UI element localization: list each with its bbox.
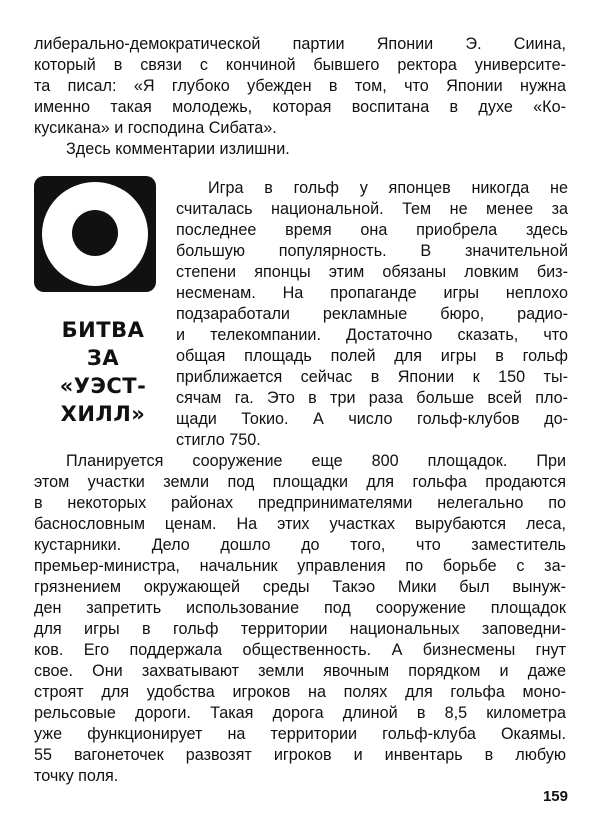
side-line: степени японцы этим обязаны ловким биз- [176, 263, 568, 281]
side-line: общая площадь полей для игры в гольф [176, 347, 568, 365]
body-line: грязнением окружающей среды Такэо Мики был вынуж- [34, 578, 566, 596]
body-line: кустарники. Дело дошло до того, что заместитель [34, 536, 566, 554]
body-line: баснословным ценам. На этих участках вырубаются леса, [34, 515, 566, 533]
heading-line: «УЭСТ- [59, 374, 147, 398]
body-line: в некоторых районах предпринимателями нелегально по [34, 494, 566, 512]
body-line: точку поля. [34, 767, 119, 785]
comment-line: Здесь комментарии излишни. [66, 140, 290, 158]
side-line: стигло 750. [176, 431, 261, 449]
emblem-dot [72, 210, 118, 256]
side-line: считалась национальной. Тем не менее за [176, 200, 568, 218]
body-line: свое. Они захватывают земли явочным порядком и даже [34, 662, 566, 680]
heading-line: БИТВА [61, 318, 145, 342]
side-line: последнее время она приобрела здесь [176, 221, 568, 239]
body-line: уже функционирует на территории гольф-клуба Окаямы. [34, 725, 566, 743]
page-number: 159 [542, 788, 568, 805]
side-line: большую популярность. В значительной [176, 242, 568, 260]
body-line: строят для удобства игроков на полях для гольфа моно- [34, 683, 566, 701]
body-line: этом участки земли под площадки для гольфа продаются [34, 473, 566, 491]
side-line: и телекомпании. Достаточно сказать, что [176, 326, 568, 344]
intro-line: либерально-демократической партии Японии Э. Сиина, [34, 35, 566, 53]
side-line: несменам. На пропаганде игры неплохо [176, 284, 568, 302]
body-line: ков. Его поддержала общественность. А бизнесмены гнут [34, 641, 566, 659]
body-line: 55 вагонеточек развозят игроков и инвентарь в любую [34, 746, 566, 764]
body-line: для игры в гольф территории национальных заповедни- [34, 620, 566, 638]
side-line: Игра в гольф у японцев никогда не [208, 179, 568, 197]
intro-line: кусикана» и господина Сибата». [34, 119, 277, 137]
heading-line: ЗА [86, 346, 120, 370]
intro-line: именно такая молодежь, которая воспитана в духе «Ко- [34, 98, 566, 116]
side-line: сячам га. Это в три раза больше всей пло- [176, 389, 568, 407]
intro-line: та писал: «Я глубоко убежден в том, что Японии нужна [34, 77, 566, 95]
section-heading [34, 316, 172, 428]
intro-line: который в связи с кончиной бывшего ректора университе- [34, 56, 566, 74]
body-line: рельсовые дороги. Такая дорога длиной в 8,5 километра [34, 704, 566, 722]
side-line: приближается сейчас в Японии к 150 ты- [176, 368, 568, 386]
body-line: Планируется сооружение еще 800 площадок. При [66, 452, 566, 470]
heading-line: ХИЛЛ» [60, 402, 146, 426]
body-line: ден запретить использование под сооружение площадок [34, 599, 566, 617]
body-line: премьер-министра, начальник управления по борьбе с за- [34, 557, 566, 575]
side-line: щади Токио. А число гольф-клубов до- [176, 410, 568, 428]
target-emblem-icon [34, 176, 156, 292]
side-line: подзаработали рекламные бюро, радио- [176, 305, 568, 323]
